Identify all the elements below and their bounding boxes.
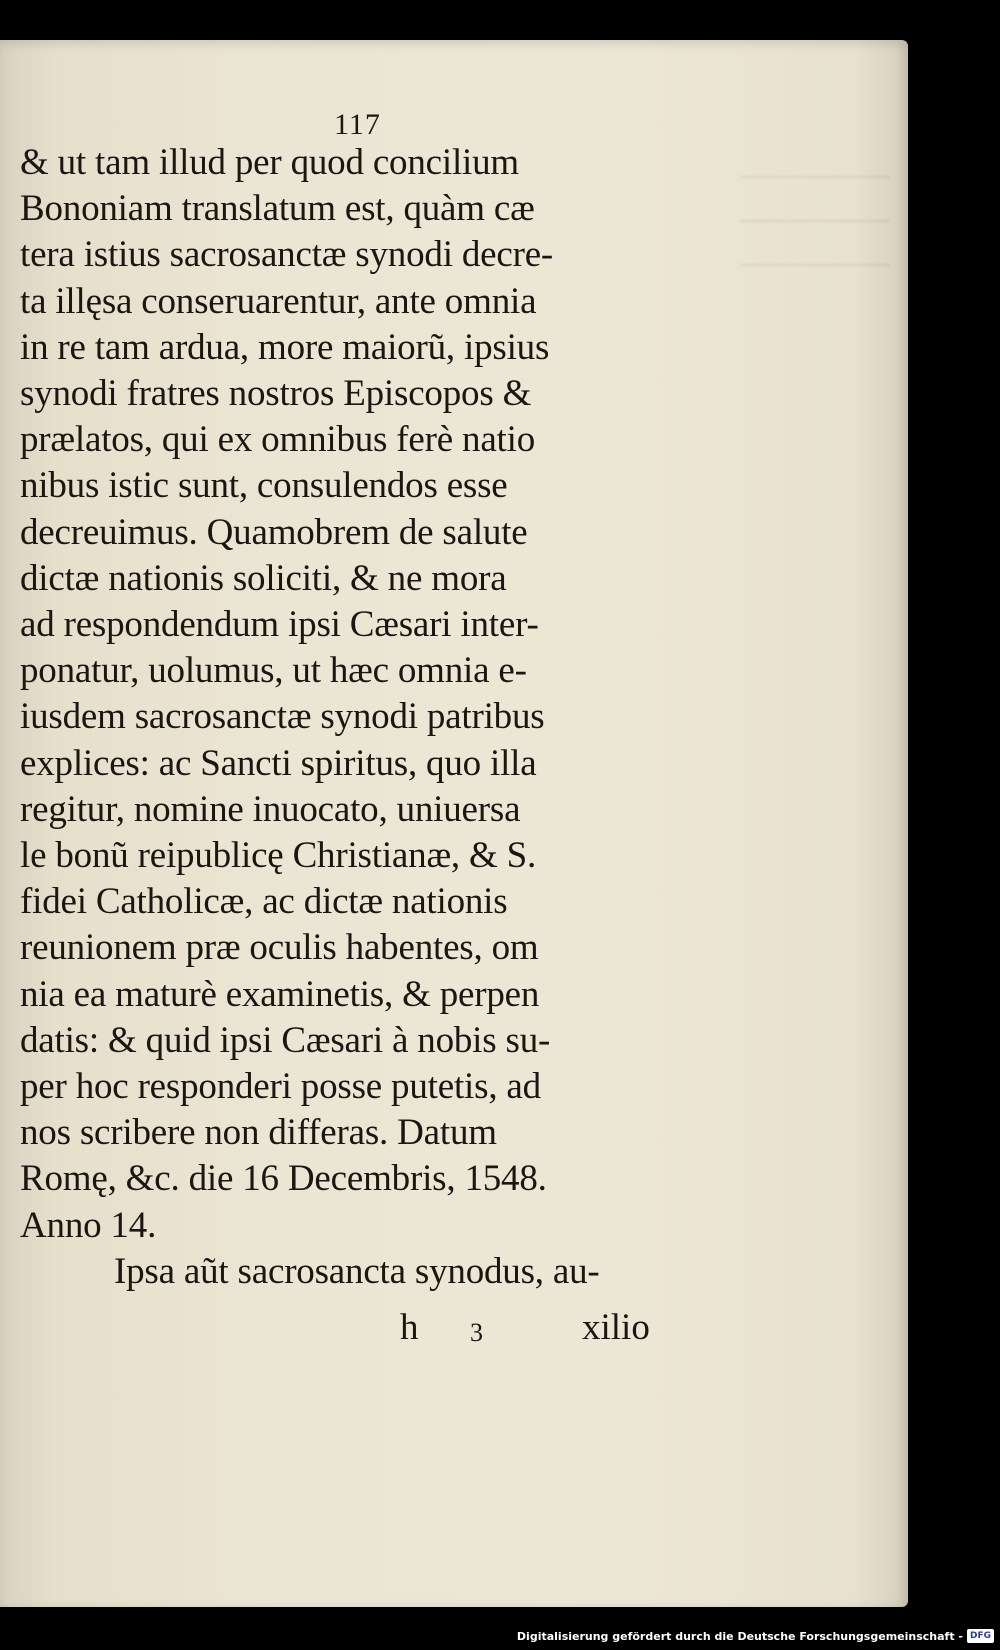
text-line: ad respondendum ipsi Cæsari inter- bbox=[20, 604, 539, 646]
text-line: explices: ac Sancti spiritus, quo illa bbox=[20, 742, 537, 784]
text-line: regitur, nomine inuocato, uniuersa bbox=[20, 788, 521, 830]
page-text bbox=[20, 140, 680, 1295]
text-line: nibus istic sunt, consulendos esse bbox=[20, 465, 508, 507]
text-line: dictæ nationis soliciti, & ne mora bbox=[20, 557, 507, 599]
text-line: tera istius sacrosanctæ synodi decre- bbox=[20, 234, 554, 276]
bleed-through-text bbox=[740, 150, 890, 300]
signature-mark: h bbox=[400, 1307, 419, 1348]
text-line: Anno 14. bbox=[20, 1204, 157, 1246]
text-line: nos scribere non differas. Datum bbox=[20, 1112, 497, 1154]
catchword: xilio bbox=[582, 1307, 650, 1348]
text-line: Romę, &c. die 16 Decembris, 1548. bbox=[20, 1158, 547, 1200]
text-line: synodi fratres nostros Episcopos & bbox=[20, 373, 532, 415]
text-line: datis: & quid ipsi Cæsari à nobis su- bbox=[20, 1019, 551, 1061]
indented-text-line: Ipsa aũt sacrosancta synodus, au- bbox=[114, 1250, 600, 1292]
text-line: iusdem sacrosanctæ synodi patribus bbox=[20, 696, 545, 738]
text-line: per hoc responderi posse putetis, ad bbox=[20, 1066, 541, 1108]
signature-number: 3 bbox=[470, 1318, 483, 1347]
text-line: le bonũ reipublicę Christianæ, & S. bbox=[20, 835, 537, 877]
text-line: & ut tam illud per quod concilium bbox=[20, 142, 519, 183]
digitization-credit bbox=[517, 1628, 994, 1644]
text-line: reunionem præ oculis habentes, om bbox=[20, 927, 539, 969]
text-line: ta illęsa conseruarentur, ante omnia bbox=[20, 280, 537, 322]
text-line: prælatos, qui ex omnibus ferè natio bbox=[20, 419, 536, 461]
text-line: in re tam ardua, more maiorũ, ipsius bbox=[20, 326, 550, 368]
text-line: Bononiam translatum est, quàm cæ bbox=[20, 188, 535, 230]
page-number: 117 bbox=[334, 108, 381, 141]
text-line: ponatur, uolumus, ut hæc omnia e- bbox=[20, 650, 527, 692]
text-line: decreuimus. Quamobrem de salute bbox=[20, 511, 528, 553]
text-line: nia ea maturè examinetis, & perpen bbox=[20, 973, 540, 1015]
dfg-logo-icon: DFG bbox=[967, 1629, 994, 1643]
credit-text: Digitalisierung gefördert durch die Deutsche Forschungsgemeinschaft - bbox=[516, 1629, 963, 1643]
text-line: fidei Catholicæ, ac dictæ nationis bbox=[20, 881, 508, 923]
